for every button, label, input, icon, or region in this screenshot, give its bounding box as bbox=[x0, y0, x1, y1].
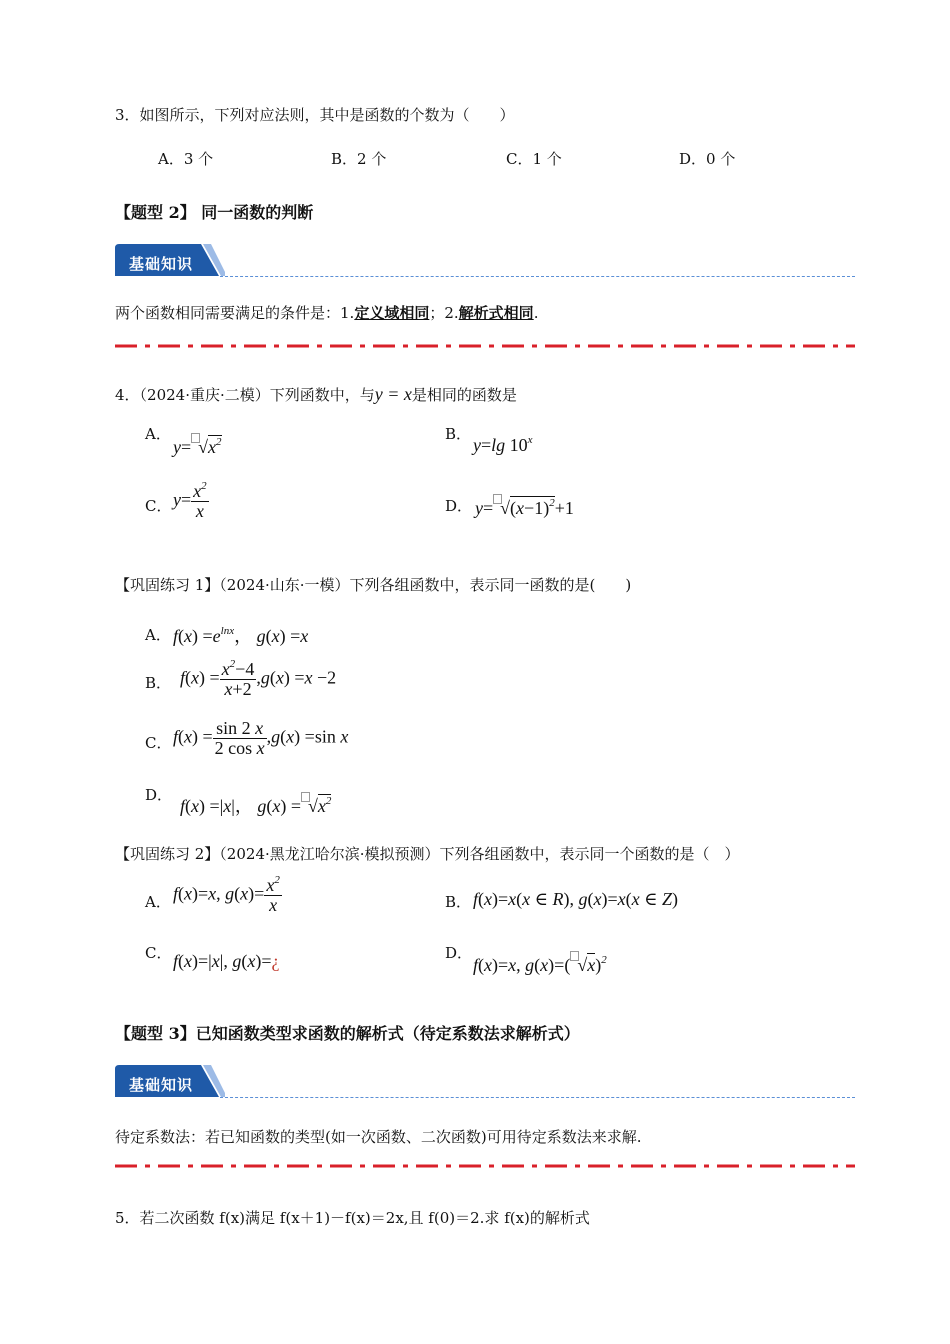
q4-option-b-formula: y=lg 10$^x$ bbox=[473, 434, 533, 455]
q4-stem bbox=[115, 384, 517, 405]
q4-stem-math: y = x bbox=[374, 384, 412, 404]
cond2-text: 解析式相同 bbox=[458, 304, 534, 322]
q4-option-a-label: A． bbox=[145, 425, 171, 443]
period: . bbox=[533, 304, 539, 322]
knowledge-prefix: 两个函数相同需要满足的条件是： bbox=[115, 304, 341, 322]
ex1-stem: 【巩固练习 1】（2024·山东·一模）下列各组函数中，表示同一函数的是( ) bbox=[115, 576, 632, 594]
banner-label: 基础知识 bbox=[129, 255, 194, 273]
q3-option-a: A．3 个 bbox=[158, 150, 214, 168]
q3-option-b: B．2 个 bbox=[331, 150, 387, 168]
ex2-option-c-formula: f(x)=|x|, g(x)=¿ bbox=[173, 951, 280, 971]
q4-option-a-formula: $y= √x^2$ bbox=[173, 433, 222, 458]
ex2-option-a-label: A． bbox=[145, 893, 171, 911]
cond1-num: 1. bbox=[340, 304, 355, 322]
knowledge-banner-2 bbox=[115, 1065, 855, 1105]
q4-option-c-formula: y= $\frac{x^2}{x}$ bbox=[173, 480, 207, 521]
ex2-option-b-label: B． bbox=[445, 893, 472, 911]
ex2-option-c-label: C． bbox=[145, 944, 172, 962]
banner-label: 基础知识 bbox=[129, 1076, 194, 1094]
type3-heading: 【题型 3】已知函数类型求函数的解析式（待定系数法求解析式） bbox=[115, 1024, 580, 1043]
ex1-option-a-label: A． bbox=[145, 626, 171, 644]
ex1-option-b-formula: f(x) = $\frac{x^2-4}{x+2}$ ,g(x) =x −2 bbox=[180, 658, 337, 699]
q4-option-d-label: D． bbox=[445, 497, 473, 515]
ex2-option-d-label: D． bbox=[445, 944, 473, 962]
ex2-stem: 【巩固练习 2】（2024·黑龙江哈尔滨·模拟预测）下列各组函数中，表示同一个函数的是（ ） bbox=[115, 845, 740, 863]
q3-stem: 3．如图所示，下列对应法则，其中是函数的个数为（ ） bbox=[115, 106, 515, 124]
q4-stem-suffix: 是相同的函数是 bbox=[411, 386, 517, 404]
cond1-text: 定义域相同 bbox=[354, 304, 430, 322]
cond2-num: 2. bbox=[444, 304, 459, 322]
ex2-option-a-formula: f(x)=x, g(x)= $\frac{x^2}{x}$ bbox=[173, 874, 280, 915]
q3-option-d: D．0 个 bbox=[679, 150, 736, 168]
ex1-option-c-label: C． bbox=[145, 734, 172, 752]
q4-option-b-label: B． bbox=[445, 425, 472, 443]
type2-heading: 【题型 2】 同一函数的判断 bbox=[115, 203, 314, 222]
ex1-option-c-formula: f(x) = $\frac{\sin 2 x}{\text{2 cos x}}$ ,g(x) =sin x bbox=[173, 718, 349, 758]
type2-knowledge bbox=[115, 302, 538, 323]
q4-stem-prefix: 4．（2024·重庆·二模）下列函数中，与 bbox=[115, 386, 375, 404]
broken-glyph: ¿ bbox=[271, 951, 280, 971]
ex1-option-a-formula: $f(x) =e^{lnx}$， g(x) =x bbox=[173, 625, 309, 646]
knowledge-banner-1 bbox=[115, 244, 855, 284]
ex2-option-d-formula: f(x)=x, g(x)=( √x)$^2$ bbox=[473, 951, 607, 976]
q4-option-d-formula: $y= √(x-1)^2+1$ bbox=[475, 494, 574, 519]
ex1-option-b-label: B． bbox=[145, 674, 172, 692]
sep: ； bbox=[429, 304, 445, 322]
q5-stem: 5．若二次函数 f(x)满足 f(x＋1)－f(x)＝2x,且 f(0)＝2.求 f(x)的解析式 bbox=[115, 1209, 590, 1227]
dashed-divider bbox=[220, 1097, 855, 1098]
red-dashdot-divider bbox=[115, 1163, 855, 1169]
ex1-option-d-label: D． bbox=[145, 786, 173, 804]
dashed-divider bbox=[220, 276, 855, 277]
red-dashdot-divider bbox=[115, 343, 855, 349]
q3-option-c: C．1 个 bbox=[506, 150, 562, 168]
q4-option-c-label: C． bbox=[145, 497, 172, 515]
type3-knowledge: 待定系数法：若已知函数的类型(如一次函数、二次函数)可用待定系数法来求解. bbox=[115, 1128, 642, 1146]
ex2-option-b-formula: f(x)=x(x ∈ R), g(x)=x(x ∈ Z) bbox=[473, 889, 678, 909]
ex1-option-d-formula: f(x) =|x|， $g(x) = √x^2$ bbox=[180, 792, 331, 818]
